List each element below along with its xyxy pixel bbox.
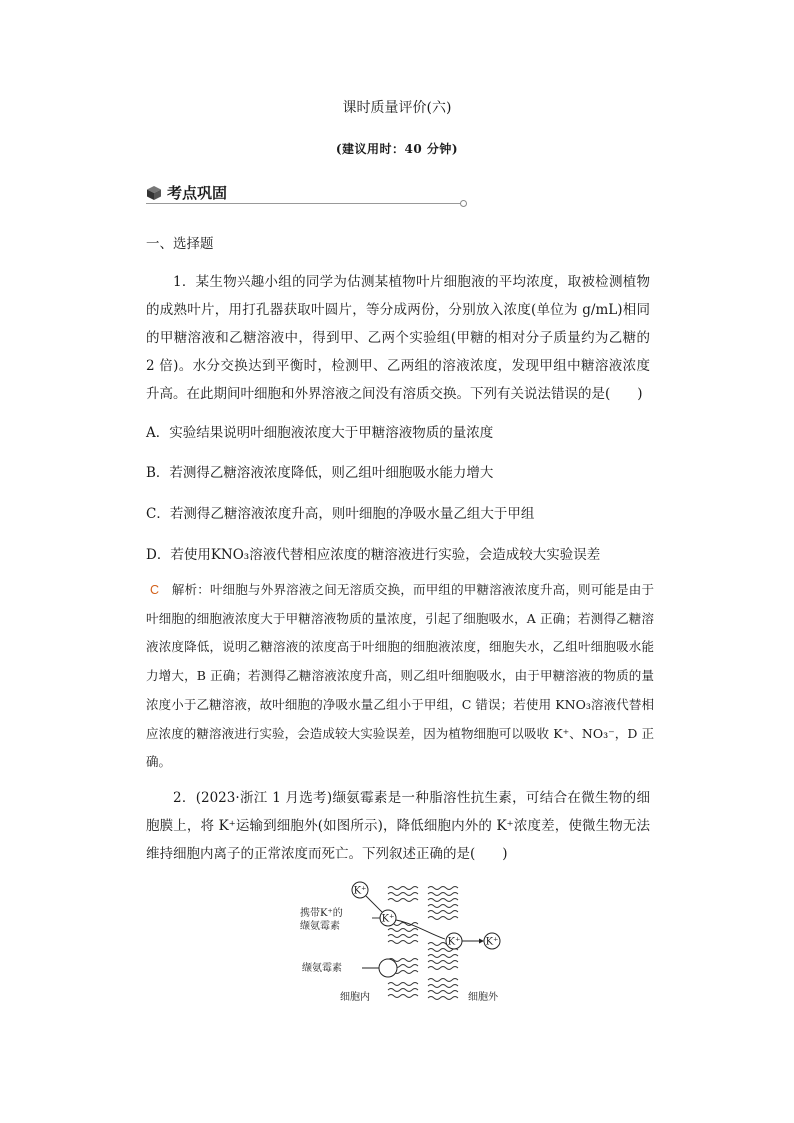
label-valinomycin: 缬氨霉素 <box>302 963 342 974</box>
label-outside: 细胞外 <box>468 992 498 1003</box>
divider-end-dot <box>460 200 467 207</box>
question-1-option-a: A．实验结果说明叶细胞液浓度大于甲糖溶液物质的量浓度 <box>146 425 494 441</box>
empty-valinomycin <box>379 959 397 977</box>
question-1-option-d: D．若使用KNO₃溶液代替相应浓度的糖溶液进行实验，会造成较大实验误差 <box>146 547 601 563</box>
question-1-option-c: C．若测得乙糖溶液浓度升高，则叶细胞的净吸水量乙组大于甲组 <box>146 506 535 522</box>
section-title: 考点巩固 <box>167 184 228 202</box>
question-1-option-b: B．若测得乙糖溶液浓度降低，则乙组叶细胞吸水能力增大 <box>146 465 494 481</box>
k-ion-label: K⁺ <box>353 885 367 897</box>
question-category: 一、选择题 <box>146 236 214 252</box>
valinomycin-diagram <box>300 876 520 1011</box>
label-inside: 细胞内 <box>340 992 370 1003</box>
arrow-into-carrier <box>366 896 382 912</box>
page-title: 课时质量评价(六) <box>342 100 452 116</box>
k-ion-label: K⁺ <box>381 913 395 925</box>
answer-letter: C <box>150 583 160 597</box>
section-divider <box>146 203 462 204</box>
answer-explanation: 解析：叶细胞与外界溶液之间无溶质交换，而甲组的甲糖溶液浓度升高，则可能是由于叶细胞的细胞液浓度大于甲糖溶液物质的量浓度，引起了细胞吸水，A 正确；若测得乙糖溶液浓度降低，说明乙糖溶液的浓度高于叶细胞的细胞液浓度，细胞失水，乙组叶细胞吸水能力增大，B 正确；若测得乙糖溶液浓度升高，则乙组叶细胞吸水，由于甲糖溶液的物质的量浓度小于乙糖溶液，故叶细胞的净吸水量乙组小于甲组，C 错误；若使用 KNO₃溶液代替相应浓度的糖溶液进行实验，会造成较大实验误差，因为植物细胞可以吸收 K⁺、NO₃⁻，D 正确。 <box>146 582 654 770</box>
question-1-stem: 1．某生物兴趣小组的同学为估测某植物叶片细胞液的平均浓度，取被检测植物的成熟叶片，用打孔器获取叶圆片，等分成两份，分别放入浓度(单位为 g/mL)相同的甲糖溶液和乙糖溶液中，得到甲、乙两个实验组(甲糖的相对分子质量约为乙糖的 2 倍)。水分交换达到平衡时，检测甲、乙两组的溶液浓度，发现甲组中糖溶液浓度升高。在此期间叶细胞和外界溶液之间没有溶质交换。下列有关说法错误的是( ) <box>146 274 650 402</box>
arrow-head <box>479 939 484 944</box>
k-ion-label: K⁺ <box>447 936 461 948</box>
k-ion-label: K⁺ <box>485 936 499 948</box>
section-heading <box>146 182 466 206</box>
label-carrying-line2: 缬氨霉素 <box>300 921 340 932</box>
question-1-answer <box>146 576 654 777</box>
question-2-stem: 2．(2023·浙江 1 月选考)缬氨霉素是一种脂溶性抗生素，可结合在微生物的细胞膜上，将 K⁺运输到细胞外(如图所示)，降低细胞内外的 K⁺浓度差，使微生物无法维持细胞内离子的正常浓度而死亡。下列叙述正确的是( ) <box>146 790 650 862</box>
k-ion-right-membrane <box>446 933 462 949</box>
cube-icon <box>146 185 162 201</box>
label-carrying-line1: 携带K⁺的 <box>300 908 343 919</box>
k-ion-top <box>352 882 368 898</box>
suggested-time: (建议用时：40 分钟) <box>335 142 459 156</box>
carrier-valinomycin <box>380 910 396 926</box>
k-ion-outside <box>484 933 500 949</box>
membrane-left-layer <box>388 887 418 998</box>
